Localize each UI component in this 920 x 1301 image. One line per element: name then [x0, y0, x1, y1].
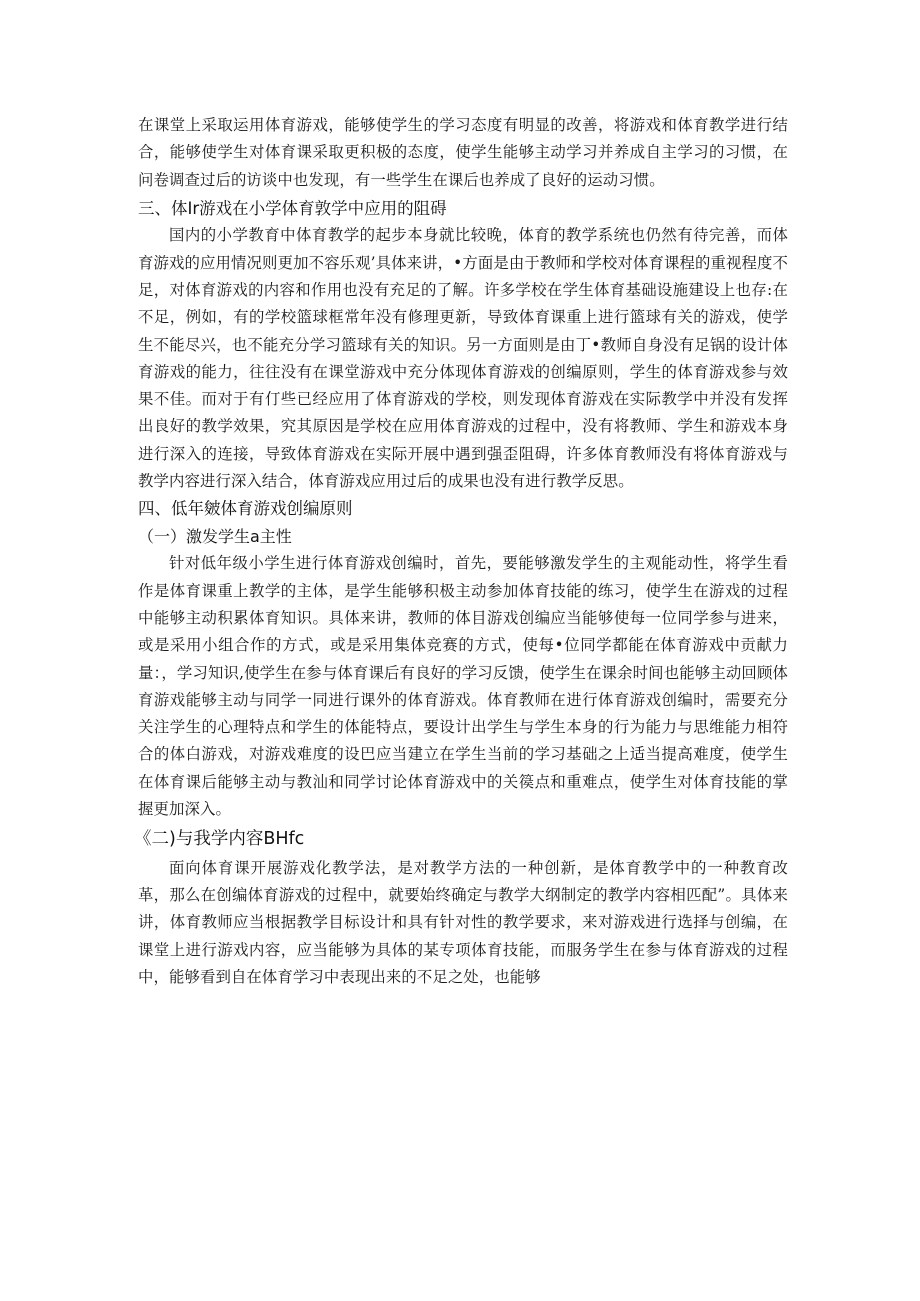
- document-page: [134, 112, 788, 991]
- paragraph-obstacles: 国内的小学教育中体育教学的起步本身就比较晚，体育的教学系统也仍然有待完善，而体育游戏的应用情况则更加不容乐观’具体来讲，•方面是由于教师和学校对体育课程的重视程度不足，对体育游戏的内容和作用也没有充足的了解。许多学校在学生体育基础设施建设上也存:在不足，例如，有的学校篮球框常年没有修理更新，导致体育课重上进行篮球有关的游戏，使学生不能尽兴，也不能充分学习篮球有关的知识。另一方面则是由丁•教师自身没有足锅的设计体育游戏的能力，往往没有在课堂游戏中充分体现体育游戏的创编原则，学生的体育游戏参与效果不佳。而对于有仃些已经应用了体育游戏的学校，则发现体育游戏在实际教学中并没有发挥出良好的教学效果，究其原因是学校在应用体育游戏的过程中，没有将教师、学生和游戏本身进行深入的连接，导致体育游戏在实际开展中遇到强歪阻碍，许多体育教师没有将体育游戏与教学内容进行深入结合，体育游戏应用过后的成果也没有进行教学反思。: [138, 226, 788, 491]
- paragraph-motivation: 针对低年级小学生进行体育游戏创编时，首先，要能够激发学生的主观能动性，将学生看作是体育课重上教学的主体，是学生能够积极主动参加体育技能的练习，使学生在游戏的过程中能够主动积累体育知识。具体来讲，教师的体目游戏创编应当能够使每一位同学参与进来，或是采用小组合作的方式，或是采用集体竞赛的方式，使每•位同学都能在体育游戏中贡献力量：，学习知识,使学生在参与体育课后有良好的学习反馈，使学生在课余时间也能够主动回顾体育游戏能够主动与同学一同进行课外的体育游戏。体育教师在进行体育游戏创编时，需要充分关注学生的心理特点和学生的体能特点，要设计出学生与学生本身的行为能力与思维能力相符合的体白游戏，对游戏难度的设巴应当建立在学生当前的学习基础之上适当提高难度，使学生在体育课后能够主动与教汕和同学讨论体育游戏中的关篌点和重难点，使学生对体育技能的掌握更加深入。: [138, 554, 788, 819]
- section-heading-3: 三、体Ir游戏在小学体育敦学中应用的阻碍: [138, 198, 447, 218]
- paragraph-content-match: 面向体育课开展游戏化教学法，是对教学方法的一种创新，是体育教学中的一种教育改革，那么在创编体育游戏的过程中，就要始终确定与教学大纲制定的教学内容相匹配”。具体来讲，体育教师应当根据教学目标设计和具有针对性的教学要求，来对游戏进行选择与创编，在课堂上进行游戏内容，应当能够为具体的某专项体育技能，而服务学生在参与体育游戏的过程中，能够看到自在体育学习中表现出来的不足之处，也能够: [138, 858, 788, 987]
- paragraph-intro: 在课堂上采取运用体育游戏，能够使学生的学习态度有明显的改善，将游戏和体育教学进行结合，能够使学生对体育课采取更积极的态度，使学生能够主动学习并养成自主学习的习惯，在问卷调查过后的访谈中也发现，有一些学生在课后也养成了良好的运动习惯。: [138, 116, 788, 189]
- section-heading-4: 四、低年皴体育游戏创编原则: [138, 499, 353, 519]
- subsection-heading-2: 《二)与我学内容BHfc: [134, 829, 305, 850]
- subsection-heading-1: （一）激发学生a主性: [138, 526, 292, 546]
